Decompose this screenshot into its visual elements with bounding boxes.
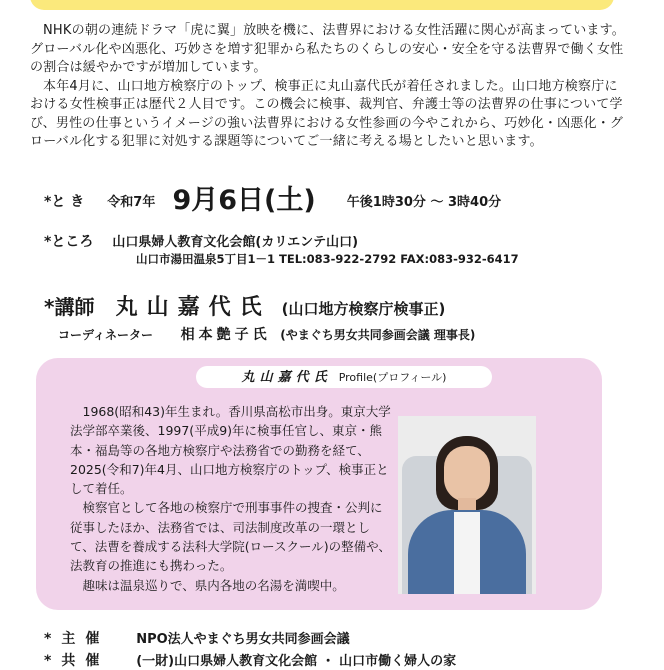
lecturer-photo [398,416,536,594]
profile-name: 丸山嘉代氏 [241,370,332,385]
event-venue-row [44,231,358,251]
venue-label: *ところ [44,234,94,250]
host-row [44,628,350,648]
intro-paragraph-1: NHKの朝の連続ドラマ「虎に翼」放映を機に、法曹界における女性活躍に関心が高まっています。グローバル化や凶悪化、巧妙さを増す犯罪から私たちのくらしの安心・安全を守る法曹界で働く女性の割合は緩やかですが増加しています。 [30,23,625,75]
coordinator-affiliation: (やまぐち男女共同参画会議 理事長) [280,328,476,342]
profile-label: Profile(プロフィール) [338,371,447,384]
event-venue: 山口県婦人教育文化会館(カリエンテ山口) [112,235,359,250]
venue-address: 山口市湯田温泉5丁目1－1 TEL:083-922-2792 FAX:083-932-6417 [136,252,519,266]
lecturer-label: *講師 [44,295,95,319]
profile-text [70,402,394,595]
event-date-row [44,178,501,217]
intro-paragraph-2: 本年4月に、山口地方検察庁のトップ、検事正に丸山嘉代氏が着任されました。山口地方検察庁における女性検事正は歴代２人目です。この機会に検事、裁判官、弁護士等の法曹界の仕事について学び、男性の仕事というイメージの強い法曹界における女性参画の今やこれから、巧妙化・凶悪化・グローバル化する犯罪に対処する課題等についてご一緒に考える場としたいと思います。 [30,78,624,149]
intro-text [30,22,630,152]
event-time: 午後1時30分 ～ 3時40分 [346,195,502,210]
lecturer-name: 丸山嘉代氏 [115,295,271,320]
event-date: 9月6日(土) [172,185,316,216]
cohost-value: (一財)山口県婦人教育文化会館 ・ 山口市働く婦人の家 [136,654,457,669]
date-era: 令和7年 [107,195,156,210]
title-banner [30,0,614,10]
profile-title [196,366,492,388]
cohost-row [44,650,456,670]
host-value: NPO法人やまぐち男女共同参画会議 [136,632,350,647]
coordinator-label: コーディネーター [58,328,154,342]
profile-paragraph-2: 検察官として各地の検察庁で刑事事件の捜査・公判に従事したほか、法務省では、司法制度改革の一環として、法曹を養成する法科大学院(ロースクール)の整備や、法教育の推進にも携わった。 [70,500,391,574]
profile-paragraph-3: 趣味は温泉巡りで、県内各地の名湯を満喫中。 [82,577,345,593]
cohost-label: *共催 [44,653,110,669]
coordinator-name: 相本艶子氏 [180,327,271,343]
photo-blouse [454,512,480,594]
host-label: *主催 [44,631,110,647]
coordinator-row [58,324,475,344]
lecturer-row [44,290,445,321]
date-label: *と き [44,194,85,210]
profile-box [36,358,602,610]
lecturer-affiliation: (山口地方検察庁検事正) [281,300,446,318]
photo-face [444,446,490,502]
profile-paragraph-1: 1968(昭和43)年生まれ。香川県高松市出身。東京大学法学部卒業後、1997(平成9)年に検事任官し、東京・熊本・福島等の各地方検察庁や法務省での勤務を経て、2025(令和7)年4月、山口地方検察庁のトップ、検事正として着任。 [70,404,391,497]
